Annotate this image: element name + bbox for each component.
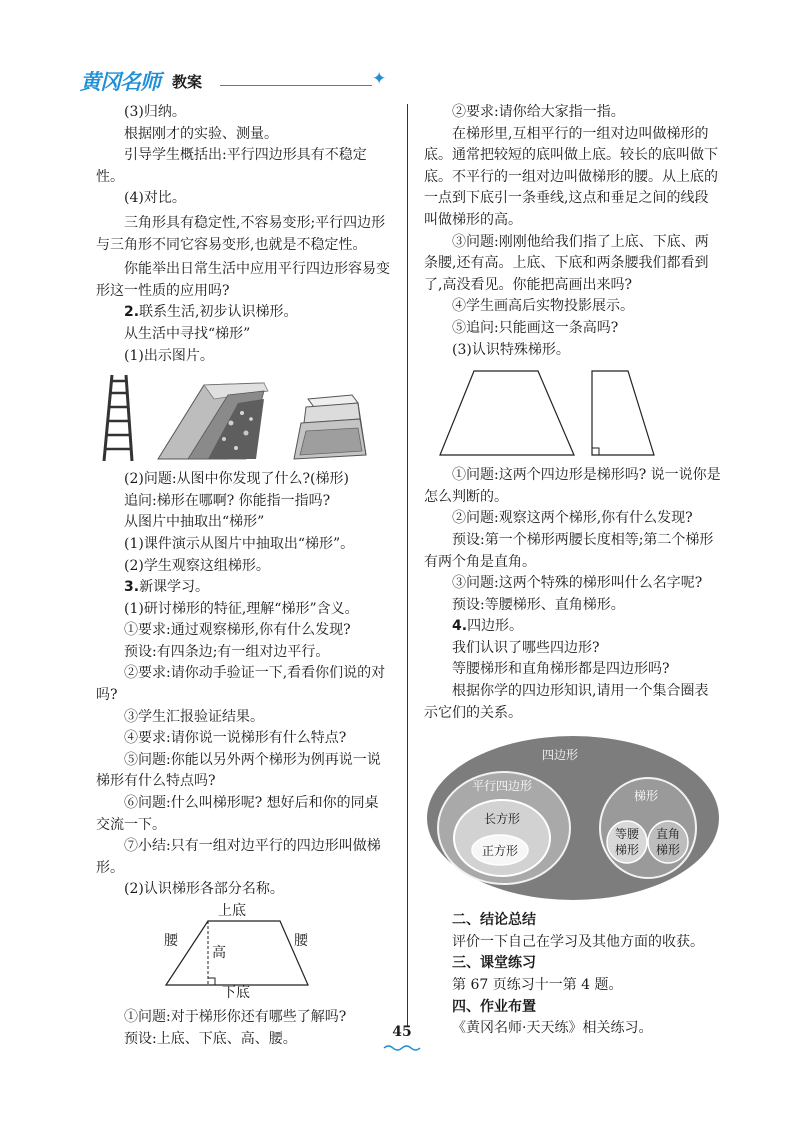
- text-line: (4)对比。: [124, 190, 186, 207]
- text-line: 从生活中寻找“梯形”: [124, 325, 251, 342]
- text-line: 我们认识了哪些四边形?: [452, 639, 600, 656]
- text-paragraph: ⑤问题:你能以另外两个梯形为例再说一说梯形有什么特点吗?: [96, 751, 381, 790]
- upper-base-label: 上底: [218, 903, 246, 919]
- text-line: (2)认识梯形各部分名称。: [124, 881, 284, 898]
- text-line: 从图片中抽取出“梯形”: [124, 514, 265, 531]
- photo-illustrations: [96, 373, 392, 463]
- header-rule: [220, 85, 372, 86]
- venn-label-isosceles-1: 等腰: [615, 827, 640, 842]
- text-line: ①要求:通过观察梯形,你有什么发现?: [124, 622, 351, 639]
- venn-label-right-2: 梯形: [656, 843, 681, 858]
- sparkle-icon: ✦: [372, 69, 387, 89]
- text-line: 预设:有四条边;有一组对边平行。: [124, 643, 330, 660]
- page-number: 45: [392, 1024, 412, 1040]
- brand-logo: 黄冈名师: [80, 70, 160, 94]
- text-line: 评价一下自己在学习及其他方面的收获。: [452, 933, 704, 950]
- text-line: ②问题:观察这两个梯形,你有什么发现?: [452, 510, 693, 527]
- right-column: [424, 102, 722, 1040]
- venn-label-square: 正方形: [482, 844, 519, 859]
- section-heading: 二、结论总结: [452, 912, 536, 929]
- height-label: 高: [212, 945, 226, 961]
- text-line: 《黄冈名师·天天练》相关练习。: [452, 1020, 653, 1037]
- venn-label-quadrilateral: 四边形: [542, 748, 579, 763]
- venn-label-right-1: 直角: [656, 827, 681, 842]
- text-line: 预设:上底、下底、高、腰。: [124, 1030, 297, 1047]
- text-paragraph: 根据你学的四边形知识,请用一个集合圈表示它们的关系。: [424, 683, 709, 721]
- text-line: (1)研讨梯形的特征,理解“梯形”含义。: [124, 600, 359, 617]
- text-line: (1)课件演示从图片中抽取出“梯形”。: [124, 535, 355, 552]
- text-paragraph: ③问题:刚刚他给我们指了上底、下底、两条腰,还有高。上底、下底和两条腰我们都看到了,高没看见。你能把高画出来吗?: [424, 233, 709, 293]
- labeled-trapezoid: [96, 905, 392, 1001]
- leg-label-left: 腰: [164, 933, 178, 949]
- venn-label-parallelogram: 平行四边形: [472, 779, 533, 794]
- leg-label-right: 腰: [294, 933, 308, 949]
- vaulting-box-image: [294, 395, 366, 459]
- text-line: (2)问题:从图中你发现了什么?(梯形): [124, 471, 349, 488]
- venn-diagram: [424, 734, 722, 902]
- right-trapezoid: [592, 371, 654, 455]
- text-line: 第 67 页练习十一第 4 题。: [452, 977, 623, 994]
- text-line: ⑤追问:只能画这一条高吗?: [452, 319, 619, 336]
- wave-ornament: [383, 1044, 421, 1052]
- text-paragraph: ⑥问题:什么叫梯形呢? 想好后和你的同桌交流一下。: [96, 795, 379, 833]
- text-line: ③学生汇报验证结果。: [124, 708, 264, 725]
- embankment-image: [158, 383, 268, 459]
- step-heading: 4.四边形。: [452, 618, 524, 635]
- lower-base-label: 下底: [222, 985, 250, 1001]
- text-line: (3)归纳。: [124, 104, 186, 120]
- text-line: 预设:等腰梯形、直角梯形。: [452, 596, 625, 613]
- text-paragraph: ⑦小结:只有一组对边平行的四边形叫做梯形。: [96, 838, 381, 876]
- text-line: ①问题:对于梯形你还有哪些了解吗?: [124, 1009, 347, 1025]
- text-paragraph: 在梯形里,互相平行的一组对边叫做梯形的底。通常把较短的底叫做上底。较长的底叫做下底。不平行的一组对边叫做梯形的腰。从上底的一点到下底引一条垂线,这点和垂足之间的线段叫做梯形的高。: [424, 125, 718, 228]
- column-divider: [407, 104, 408, 1026]
- section-heading: 三、课堂练习: [452, 955, 536, 972]
- text-line: ②要求:请你给大家指一指。: [452, 104, 625, 120]
- text-paragraph: ①问题:这两个四边形是梯形吗? 说一说你是怎么判断的。: [424, 467, 721, 505]
- quadrilateral-venn: [424, 734, 722, 902]
- section-heading: 四、作业布置: [452, 998, 536, 1015]
- text-line: (1)出示图片。: [124, 347, 214, 364]
- ladder-image: [104, 375, 132, 461]
- header-subtitle: 教案: [172, 73, 203, 91]
- text-paragraph: ②要求:请你动手验证一下,看看你们说的对吗?: [96, 665, 386, 704]
- step-heading: 3.新课学习。: [124, 579, 210, 596]
- left-column: [96, 102, 392, 1050]
- page-header: [80, 66, 387, 96]
- text-line: 根据刚才的实验、测量。: [124, 125, 278, 142]
- text-paragraph: 你能举出日常生活中应用平行四边形容易变形这一性质的应用吗?: [96, 261, 390, 299]
- venn-label-rectangle: 长方形: [484, 812, 521, 827]
- text-line: 引导学生概括出:平行四边形具有不稳定性。: [96, 147, 367, 185]
- trapezoid-photos: [96, 373, 392, 463]
- venn-label-trapezoid: 梯形: [634, 789, 659, 804]
- text-line: ④学生画高后实物投影展示。: [452, 298, 634, 315]
- step-heading: 2.联系生活,初步认识梯形。: [124, 304, 298, 321]
- text-paragraph: ③问题:这两个特殊的梯形叫什么名字呢?: [452, 575, 703, 592]
- special-trapezoid-diagram: [424, 365, 722, 461]
- text-line: 等腰梯形和直角梯形都是四边形吗?: [452, 661, 670, 678]
- isosceles-trapezoid: [440, 371, 574, 455]
- venn-label-isosceles-2: 梯形: [615, 843, 640, 858]
- text-paragraph: 预设:第一个梯形两腰长度相等;第二个梯形有两个角是直角。: [424, 531, 714, 570]
- text-line: 追问:梯形在哪啊? 你能指一指吗?: [124, 492, 331, 509]
- special-trapezoids: [424, 365, 722, 461]
- text-paragraph: 三角形具有稳定性,不容易变形;平行四边形与三角形不同它容易变形,也就是不稳定性。: [96, 214, 386, 253]
- text-line: (2)学生观察这组梯形。: [124, 557, 270, 574]
- text-line: (3)认识特殊梯形。: [452, 341, 570, 358]
- text-line: ④要求:请你说一说梯形有什么特点?: [124, 730, 347, 747]
